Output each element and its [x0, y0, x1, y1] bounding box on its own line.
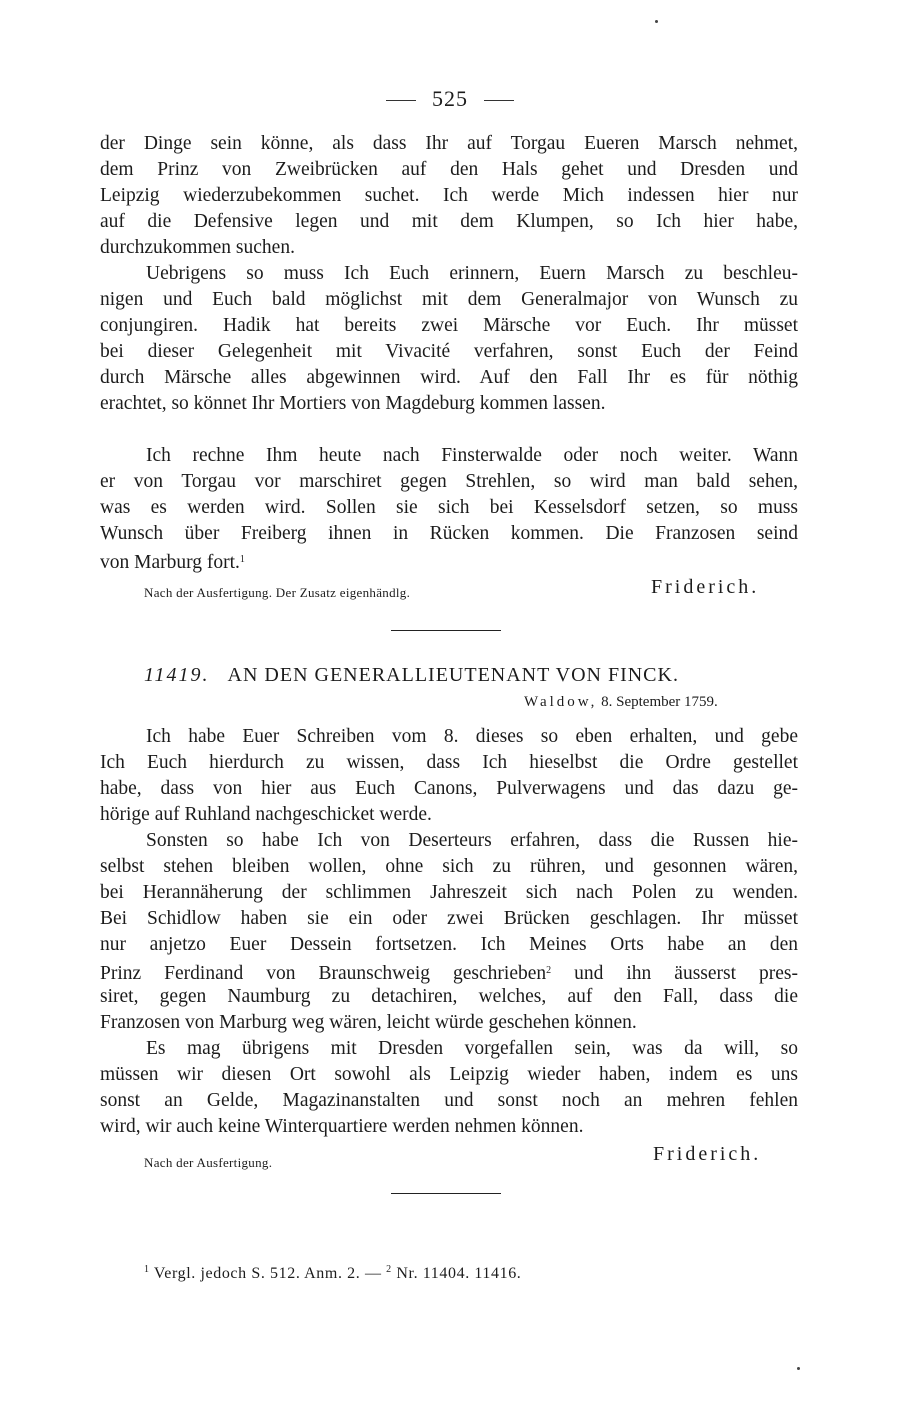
- place: Waldow,: [524, 694, 598, 710]
- speck: [655, 20, 658, 23]
- text-line: müssen wir diesen Ort sowohl als Leipzig wieder haben, indem es uns: [100, 1064, 798, 1085]
- footnote-marker: 2: [546, 965, 552, 976]
- text-line: siret, gegen Naumburg zu detachiren, welches, auf den Fall, dass die: [100, 986, 798, 1007]
- date: 8. September 1759.: [601, 694, 718, 710]
- text-line: wird, wir auch keine Winterquartiere werden nehmen können.: [100, 1116, 584, 1137]
- text-line: Franzosen von Marburg weg wären, leicht würde geschehen können.: [100, 1012, 637, 1033]
- text-line: der Dinge sein könne, als dass Ihr auf Torgau Eueren Marsch nehmet,: [100, 133, 798, 154]
- text-line: auf die Defensive legen und mit dem Klumpen, so Ich hier habe,: [100, 211, 798, 232]
- text-line: durchzukommen suchen.: [100, 237, 295, 258]
- text-line: Wunsch über Freiberg ihnen in Rücken kommen. Die Franzosen seind: [100, 523, 798, 544]
- text-line: dem Prinz von Zweibrücken auf den Hals gehet und Dresden und: [100, 159, 798, 180]
- speck: [797, 1367, 800, 1370]
- text-line: Leipzig wiederzubekommen suchet. Ich werde Mich indessen hier nur: [100, 185, 798, 206]
- signature: Friderich.: [651, 576, 760, 598]
- letter-number: 11419.: [144, 664, 210, 686]
- text-line: Uebrigens so muss Ich Euch erinnern, Euern Marsch zu beschleu-: [146, 263, 798, 284]
- text-line: von Marburg fort.$^1$: [100, 552, 245, 573]
- text-line: Sonsten so habe Ich von Deserteurs erfahren, dass die Russen hie-: [146, 830, 798, 851]
- divider: [391, 630, 501, 631]
- page-number: 525: [0, 86, 900, 112]
- text-line: hörige auf Ruhland nachgeschicket werde.: [100, 804, 432, 825]
- text-line: Bei Schidlow haben sie ein oder zwei Brücken geschlagen. Ihr müsset: [100, 908, 798, 929]
- source-note: Nach der Ausfertigung. Der Zusatz eigenhändlg.: [144, 585, 411, 600]
- text-line: selbst stehen bleiben wollen, ohne sich zu rühren, und gesonnen wären,: [100, 856, 798, 877]
- footnote-marker: 1: [144, 1264, 150, 1275]
- text-line: durch Märsche alles abgewinnen wird. Auf den Fall Ihr es für nöthig: [100, 367, 798, 388]
- footnote-marker: 2: [386, 1264, 392, 1275]
- dateline: [524, 694, 718, 711]
- text-line: Ich rechne Ihm heute nach Finsterwalde oder noch weiter. Wann: [146, 445, 798, 466]
- text-line: er von Torgau vor marschiret gegen Strehlen, so wird man bald sehen,: [100, 471, 798, 492]
- text-line: Es mag übrigens mit Dresden vorgefallen sein, was da will, so: [146, 1038, 798, 1059]
- text-line: bei Herannäherung der schlimmen Jahreszeit sich nach Polen zu wenden.: [100, 882, 798, 903]
- text-line: nur anjetzo Euer Dessein fortsetzen. Ich Meines Orts habe an den: [100, 934, 798, 955]
- source-note: Nach der Ausfertigung.: [144, 1155, 273, 1170]
- text-line: habe, dass von hier aus Euch Canons, Pulverwagens und das dazu ge-: [100, 778, 798, 799]
- text-line: nigen und Euch bald möglichst mit dem Generalmajor von Wunsch zu: [100, 289, 798, 310]
- text-line: conjungiren. Hadik hat bereits zwei Märsche vor Euch. Ihr müsset: [100, 315, 798, 336]
- text-line: Ich habe Euer Schreiben vom 8. dieses so eben erhalten, und gebe: [146, 726, 798, 747]
- footnote-marker: 1: [239, 554, 245, 565]
- text-line: was es werden wird. Sollen sie sich bei Kesselsdorf setzen, so muss: [100, 497, 798, 518]
- text-line: bei dieser Gelegenheit mit Vivacité verfahren, sonst Euch der Feind: [100, 341, 798, 362]
- text-line: sonst an Gelde, Magazinanstalten und sonst noch an mehren fehlen: [100, 1090, 798, 1111]
- text-line: Prinz Ferdinand von Braunschweig geschrieben$^2$ und ihn äusserst pres-: [100, 963, 799, 984]
- footnote-2: Nr. 11404. 11416.: [396, 1265, 522, 1282]
- signature: Friderich.: [653, 1143, 762, 1165]
- text-line: erachtet, so könnet Ihr Mortiers von Magdeburg kommen lassen.: [100, 393, 606, 414]
- letter-title: AN DEN GENERALLIEUTENANT VON FINCK.: [227, 664, 679, 686]
- text-line: Ich Euch hierdurch zu wissen, dass Ich hieselbst die Ordre gestellet: [100, 752, 798, 773]
- footnote-1: Vergl. jedoch S. 512. Anm. 2. —: [153, 1265, 382, 1282]
- letter-heading: [144, 664, 679, 687]
- divider: [391, 1193, 501, 1194]
- footnotes: [144, 1264, 521, 1283]
